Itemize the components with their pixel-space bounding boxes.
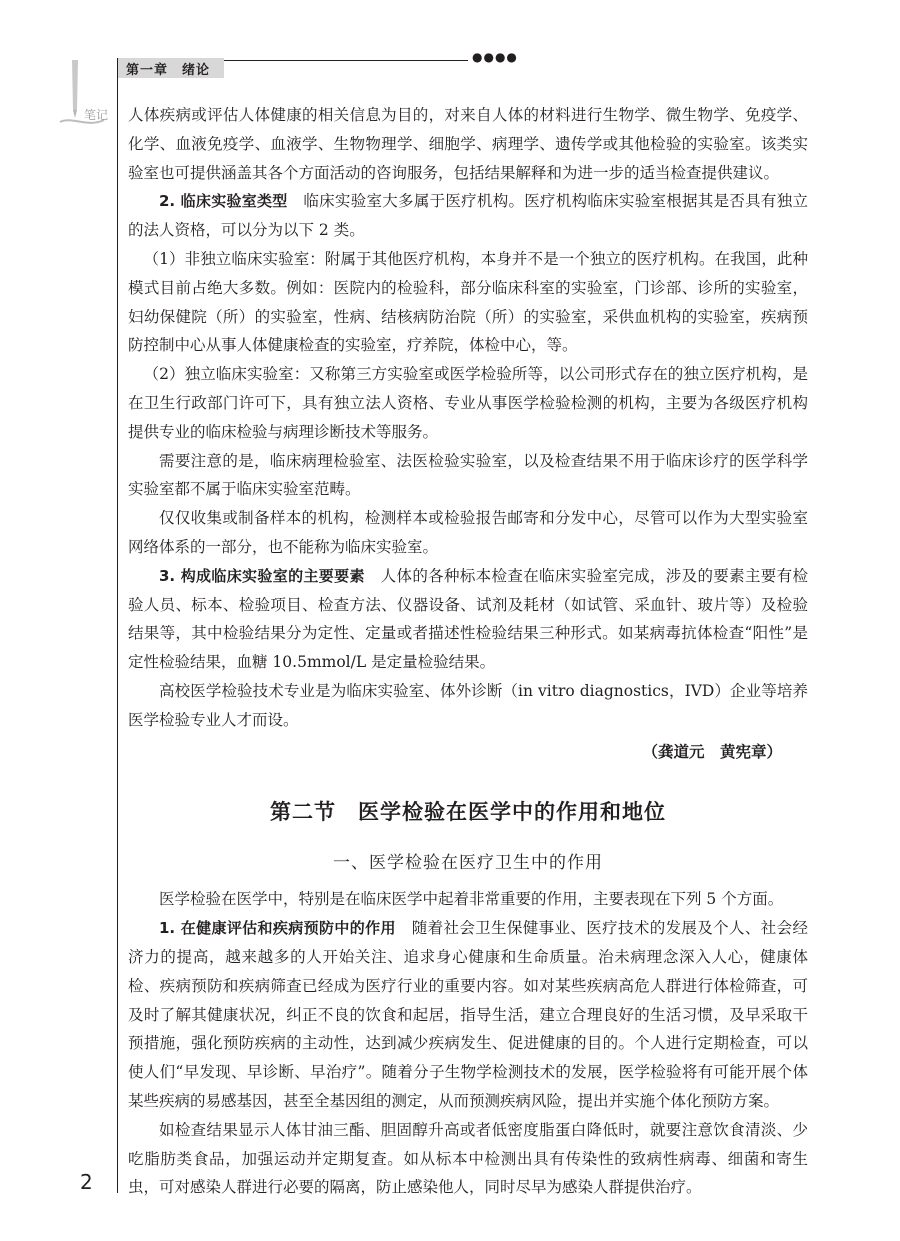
margin-rule — [117, 58, 118, 1193]
paragraph — [128, 914, 808, 1116]
section-title: 第二节 医学检验在医学中的作用和地位 — [270, 800, 666, 825]
subheading: 3. 构成临床实验室的主要要素 — [159, 566, 365, 585]
header-dots-decoration: ●●●● — [472, 50, 518, 64]
paragraph: 医学检验在医学中，特别是在临床医学中起着非常重要的作用，主要表现在下列 5 个方面。 — [159, 890, 784, 909]
paragraph: （1）非独立临床实验室：附属于其他医疗机构，本身并不是一个独立的医疗机构。在我国，此种模式目前占绝大多数。例如：医院内的检验科，部分临床科室的实验室，门诊部、诊所的实验室，妇幼保健院（所）的实验室，性病、结核病防治院（所）的实验室，采供血机构的实验室，疾病预防控制中心从事人体健康检查的实验室，疗养院，体检中心，等。 — [128, 249, 808, 355]
paragraph-text: 随着社会卫生保健事业、医疗技术的发展及个人、社会经济力的提高，越来越多的人开始关注、追求身心健康和生命质量。治未病理念深入人心，健康体检、疾病预防和疾病筛查已经成为医疗行业的重要内容。如对某些疾病高危人群进行体检筛查，可及时了解其健康状况，纠正不良的饮食和起居，指导生活，建立合理良好的生活习惯，及早采取干预措施，强化预防疾病的主动性，达到减少疾病发生、促进健康的目的。个人进行定期检查，可以使人们“早发现、早诊断、早治疗”。随着分子生物学检测技术的发展，医学检验将有可能开展个体某些疾病的易感基因，甚至全基因组的测定，从而预测疾病风险，提出并实施个体化预防方案。 — [128, 919, 808, 1110]
paragraph-text: 临床实验室大多属于医疗机构。医疗机构临床实验室根据其是否具有独立的法人资格，可以分为以下 2 类。 — [128, 192, 808, 240]
page-body — [128, 101, 808, 1202]
paragraph — [128, 562, 808, 677]
page-number: 2 — [80, 1170, 93, 1194]
paragraph-text: 人体的各种标本检查在临床实验室完成，涉及的要素主要有检验人员、标本、检验项目、检查方法、仪器设备、试剂及耗材（如试管、采血针、玻片等）及检验结果等，其中检验结果分为定性、定量或者描述性检验结果三种形式。如某病毒抗体检查“阳性”是定性检验结果，血糖 10.5mmol/L 是定量检验结果。 — [128, 566, 808, 672]
chapter-label: 第一章 绪论 — [126, 63, 211, 78]
subheading: 2. 临床实验室类型 — [159, 192, 288, 211]
subsection-title: 一、医学检验在医疗卫生中的作用 — [333, 853, 603, 874]
paragraph: 仅仅收集或制备样本的机构，检测样本或检验报告邮寄和分发中心，尽管可以作为大型实验室网络体系的一部分，也不能称为临床实验室。 — [128, 509, 808, 556]
notes-label: 笔记 — [84, 108, 109, 122]
paragraph: 高校医学检验技术专业是为临床实验室、体外诊断（in vitro diagnostics，IVD）企业等培养医学检验专业人才而设。 — [128, 681, 808, 729]
author-credit: （龚道元 黄宪章） — [642, 742, 782, 761]
subheading: 1. 在健康评估和疾病预防中的作用 — [159, 919, 396, 938]
paragraph — [128, 187, 808, 245]
paragraph: 如检查结果显示人体甘油三酯、胆固醇升高或者低密度脂蛋白降低时，就要注意饮食清淡、少吃脂肪类食品，加强运动并定期复查。如从标本中检测出具有传染性的致病性病毒、细菌和寄生虫，可对感染人群进行必要的隔离，防止感染他人，同时尽早为感染人群提供治疗。 — [128, 1120, 808, 1197]
paragraph: （2）独立临床实验室：又称第三方实验室或医学检验所等，以公司形式存在的独立医疗机构，是在卫生行政部门许可下，具有独立法人资格、专业从事医学检验检测的机构，主要为各级医疗机构提供专业的临床检验与病理诊断技术等服务。 — [128, 365, 808, 441]
paragraph: 人体疾病或评估人体健康的相关信息为目的，对来自人体的材料进行生物学、微生物学、免疫学、化学、血液免疫学、血液学、生物物理学、细胞学、病理学、遗传学或其他检验的实验室。该类实验室也可提供涵盖其各个方面活动的咨询服务，包括结果解释和为进一步的适当检查提供建议。 — [128, 106, 808, 182]
chapter-header-tab — [118, 58, 224, 78]
paragraph: 需要注意的是，临床病理检验室、法医检验实验室，以及检查结果不用于临床诊疗的医学科学实验室都不属于临床实验室范畴。 — [128, 451, 808, 499]
header-rule — [224, 60, 468, 61]
